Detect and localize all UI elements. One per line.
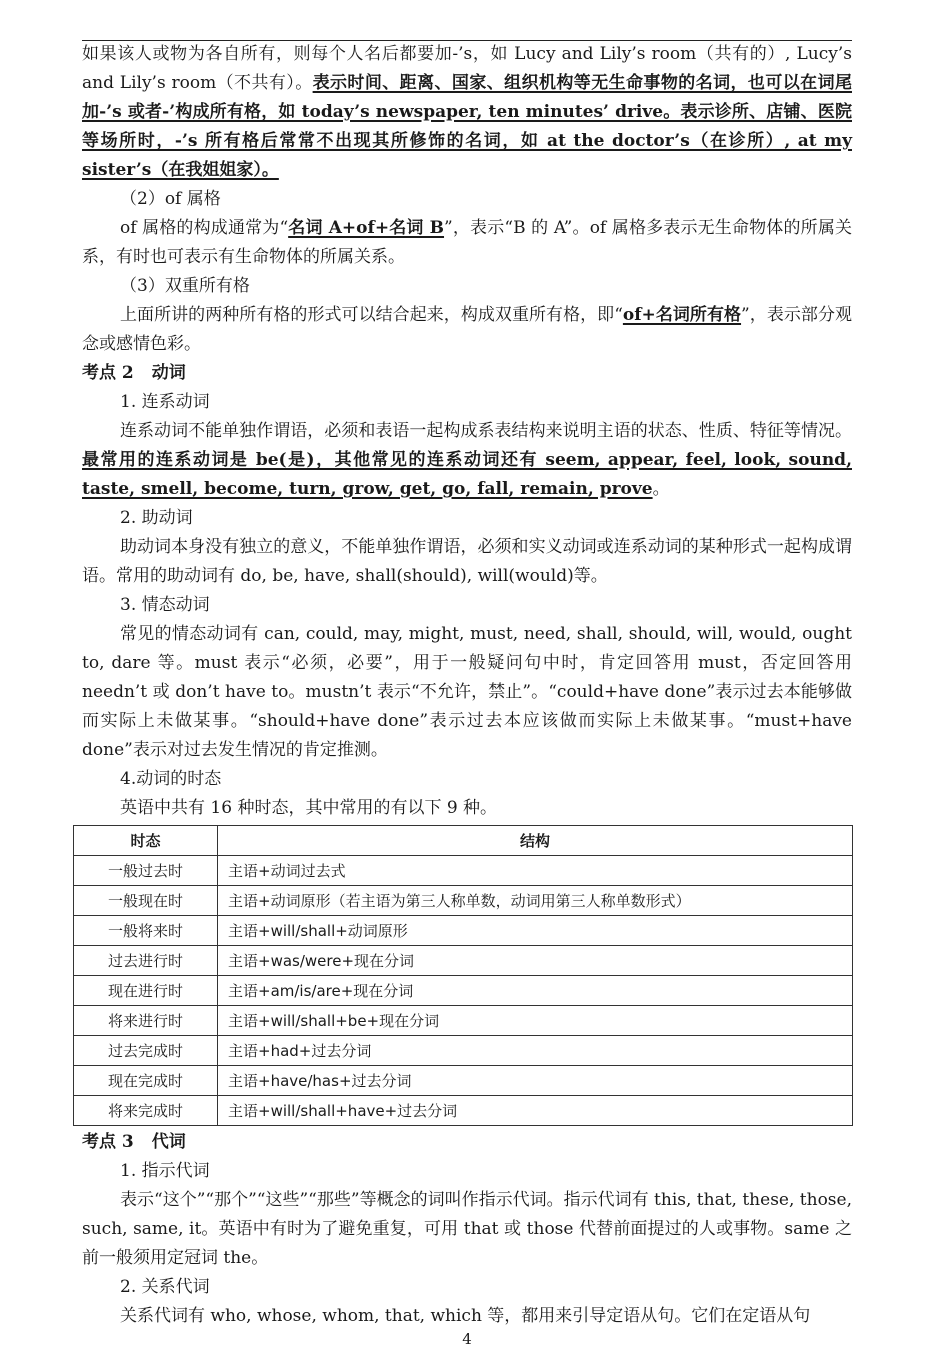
point2-name: 动词 [151,363,186,383]
tense-name: 一般现在时 [74,886,218,916]
page-number: 4 [462,1330,472,1348]
demonstrative-title: 1. 指示代词 [120,1161,210,1181]
demonstrative-paragraph: 表示“这个”“那个”“这些”“那些”等概念的词叫作指示代词。指示代词有 this, that, these, those, such, same, it。英语中有时为了避免重复，可用 that 或 those 代替前面提过的人或事物。same 之前一般须用定冠词 the。 [82,1190,852,1268]
intro-text: 如果该人或物为各自所有，则每个人名后都要加-’s，如 Lucy and Lily’s room（共有的）, Lucy’s and Lily’s room（不共有）。 [82,44,852,93]
tense-structure: 主语+will/shall+动词原形 [218,916,853,946]
tense-structure: 主语+will/shall+have+过去分词 [218,1096,853,1126]
double-case-title: （3）双重所有格 [120,276,250,296]
double-case-post: ”，表示部分观念或感情色彩。 [82,305,852,354]
double-case-pre: 上面所讲的两种所有格的形式可以结合起来，构成双重所有格，即“ [120,305,623,325]
linking-verb-text: 连系动词不能单独作谓语，必须和表语一起构成系表结构来说明主语的状态、性质、特征等情况。 [120,421,852,441]
linking-verb-title: 1. 连系动词 [120,392,210,412]
tense-name: 将来进行时 [74,1006,218,1036]
double-case-emphasis: of+名词所有格 [622,305,742,325]
table-header-row [74,826,853,856]
tense-structure: 主语+was/were+现在分词 [218,946,853,976]
of-case-title: （2）of 属格 [120,189,221,209]
point3-label: 考点 3 [82,1132,134,1152]
modal-verb-title: 3. 情态动词 [120,595,210,615]
aux-verb-paragraph: 助动词本身没有独立的意义，不能单独作谓语，必须和实义动词或连系动词的某种形式一起构成谓语。常用的助动词有 do, be, have, shall(should), will(would)等。 [82,537,852,586]
tense-name: 现在完成时 [74,1066,218,1096]
table-row [74,1066,853,1096]
tense-structure: 主语+will/shall+be+现在分词 [218,1006,853,1036]
of-case-pre: of 属格的构成通常为“ [120,218,289,238]
tense-structure: 主语+have/has+过去分词 [218,1066,853,1096]
tense-structure: 主语+am/is/are+现在分词 [218,976,853,1006]
tense-structure: 主语+had+过去分词 [218,1036,853,1066]
table-row [74,1006,853,1036]
double-case-paragraph [82,301,852,359]
table-row [74,856,853,886]
table-row [74,916,853,946]
tense-name: 一般过去时 [74,856,218,886]
linking-verb-emphasis: 最常用的连系动词是 be(是)，其他常见的连系动词还有 seem, appear, feel, look, sound, taste, smell, become, turn, grow, get, go, fall, remain, prove [82,450,852,499]
intro-emphasis: 表示时间、距离、国家、组织机构等无生命事物的名词，也可以在词尾加-’s 或者-’构成所有格，如 today’s newspaper, ten minutes’ drive。表示诊所、店铺、医院等场所时，-’s 所有格后常常不出现其所修饰的名词，如 at the doctor’s（在诊所）, at my sister’s（在我姐姐家）。 [82,73,852,180]
point2-label: 考点 2 [82,363,134,383]
of-case-post: ”，表示“B 的 A”。of 属格多表示无生命物体的所属关系，有时也可表示有生命物体的所属关系。 [82,218,852,267]
tense-structure: 主语+动词原形（若主语为第三人称单数，动词用第三人称单数形式） [218,886,853,916]
table-row [74,1036,853,1066]
table-row [74,946,853,976]
tense-name: 一般将来时 [74,916,218,946]
aux-verb-title: 2. 助动词 [120,508,193,528]
of-case-emphasis: 名词 A+of+名词 B [288,218,445,238]
tense-structure: 主语+动词过去式 [218,856,853,886]
point3-heading [82,1128,852,1157]
of-case-paragraph [82,214,852,272]
document-body [82,40,852,1331]
tense-name: 现在进行时 [74,976,218,1006]
tense-intro: 英语中共有 16 种时态，其中常用的有以下 9 种。 [120,798,498,818]
relative-paragraph: 关系代词有 who, whose, whom, that, which 等，都用来引导定语从句。它们在定语从句 [120,1306,811,1326]
table-row [74,886,853,916]
relative-title: 2. 关系代词 [120,1277,210,1297]
point2-heading [82,359,852,388]
table-header-tense: 时态 [74,826,218,856]
tense-name: 过去完成时 [74,1036,218,1066]
table-row [74,1096,853,1126]
linking-verb-post: 。 [652,479,670,499]
linking-verb-paragraph [82,417,852,504]
point3-name: 代词 [151,1132,186,1152]
modal-verb-paragraph: 常见的情态动词有 can, could, may, might, must, need, shall, should, will, would, ought to, dare 等。must 表示“必须，必要”，用于一般疑问句中时，肯定回答用 must，否定回答用 needn’t 或 don’t have to。mustn’t 表示“不允许，禁止”。“could+have done”表示过去本能够做而实际上未做某事。“should+have done”表示过去本应该做而实际上未做某事。“must+have done”表示对过去发生情况的肯定推测。 [82,624,852,760]
tense-name: 将来完成时 [74,1096,218,1126]
table-row [74,976,853,1006]
table-header-structure: 结构 [218,826,853,856]
tense-name: 过去进行时 [74,946,218,976]
tense-title: 4.动词的时态 [120,769,222,789]
intro-paragraph [82,40,852,185]
tense-table [73,825,853,1126]
